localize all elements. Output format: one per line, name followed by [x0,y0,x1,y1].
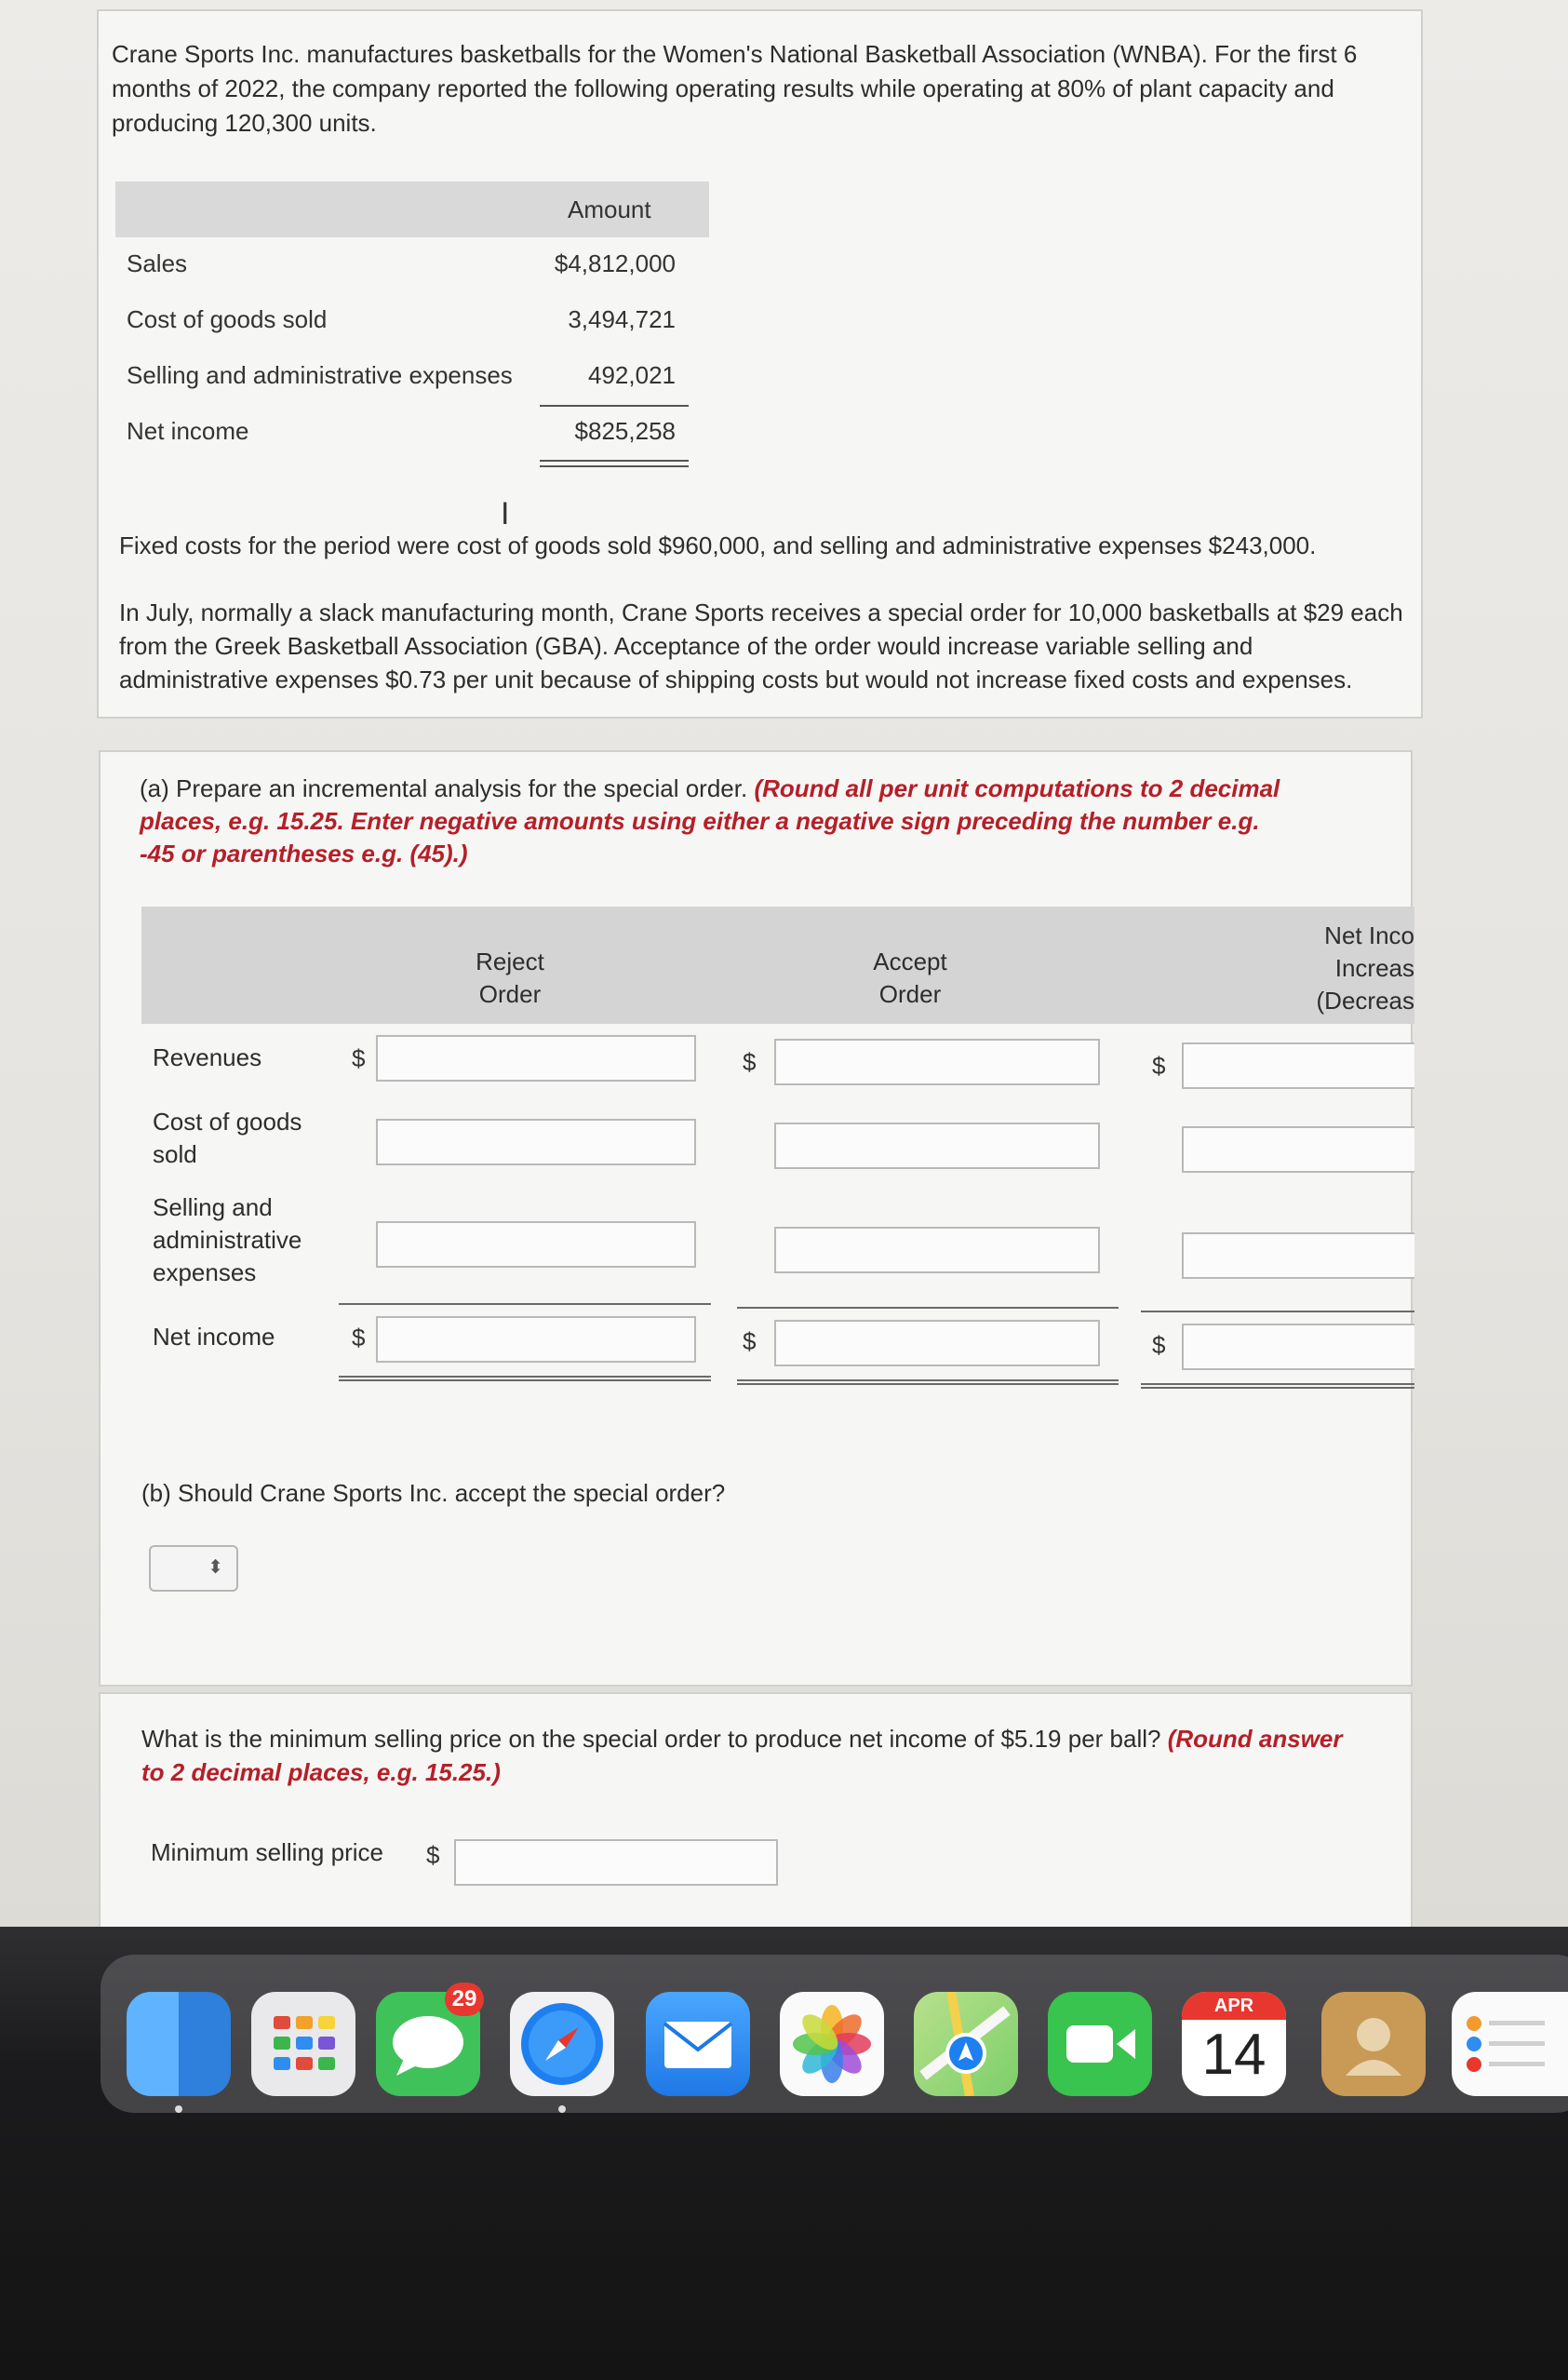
subtotal-line [339,1303,711,1305]
dollar-sign: $ [743,1048,757,1076]
accept-header-line-1: Accept [873,948,947,975]
net-income-net-input[interactable] [1182,1324,1414,1370]
special-order-line-2: from the Greek Basketball Association (GBA). Acceptance of the order would increase variable selling and [119,632,1253,660]
part-a-negative-note: places, e.g. 15.25. Enter negative amounts using either a negative sign preceding the number e.g. [140,807,1260,835]
accept-order-dropdown[interactable] [149,1545,238,1592]
sga-label-line-3: expenses [153,1258,257,1286]
reject-header-line-1: Reject [476,948,544,975]
revenues-net-input[interactable] [1182,1042,1414,1089]
sga-accept-input[interactable] [774,1227,1100,1273]
total-double-rule-2 [540,465,689,467]
net-header-line-3: (Decreas [1316,987,1414,1015]
subtotal-line [737,1307,1119,1309]
minimum-price-panel [99,1692,1413,1934]
part-a-example-note: -45 or parentheses e.g. (45).) [140,840,468,867]
calendar-icon[interactable] [1182,1992,1286,2096]
row-value-sga: 492,021 [588,361,676,389]
envelope-icon [646,1992,750,2096]
dollar-sign: $ [1152,1331,1166,1359]
row-label-cogs: Cost of goods sold [127,305,328,333]
facetime-icon[interactable] [1048,1992,1152,2096]
calendar-month: APR [1182,1992,1286,2020]
minimum-price-input[interactable] [454,1839,778,1886]
part-c-instructions [141,1722,1398,1789]
maps-icon[interactable] [914,1992,1018,2096]
subtotal-line [1141,1311,1414,1312]
calendar-day: 14 [1201,2023,1266,2087]
cogs-accept-input[interactable] [774,1123,1100,1169]
dollar-sign: $ [1152,1052,1166,1080]
row-label-net-income: Net income [127,417,249,445]
cogs-label-line-2: sold [153,1140,197,1168]
revenues-reject-input[interactable] [376,1035,696,1082]
sga-reject-input[interactable] [376,1221,696,1268]
row-net-income-label: Net income [153,1323,275,1351]
intro-line-1: Crane Sports Inc. manufactures basketballs for the Women's National Basketball Association (WNBA). For the first 6 [112,40,1358,68]
part-c-rounding-note: (Round answer [1167,1725,1343,1753]
dollar-sign: $ [426,1841,440,1869]
text-cursor-icon: I [501,496,510,531]
running-indicator [175,2105,182,2113]
part-a-prompt: (a) Prepare an incremental analysis for the special order. [140,774,748,802]
intro-line-3: producing 120,300 units. [112,109,377,137]
dollar-sign: $ [352,1324,366,1351]
question-panel [99,750,1413,1687]
row-cogs-label [153,1106,302,1171]
accept-header-line-2: Order [878,980,942,1008]
finder-icon[interactable] [127,1992,231,2096]
sga-label-line-2: administrative [153,1226,302,1254]
sga-net-input[interactable] [1182,1232,1414,1279]
intro-line-2: months of 2022, the company reported the following operating results while operating at 80% of plant capacity and [112,74,1334,102]
special-order-line-3: administrative expenses $0.73 per unit because of shipping costs but would not increase fixed costs and expenses. [119,666,1353,693]
dollar-sign: $ [743,1327,757,1355]
map-pin-icon [914,1992,1018,2096]
special-order-line-1: In July, normally a slack manufacturing month, Crane Sports receives a special order for 10,000 basketballs at $29 each [119,598,1403,626]
flower-icon [780,1992,884,2096]
launchpad-grid-icon [251,1992,355,2096]
cogs-label-line-1: Cost of goods [153,1108,302,1136]
reminders-icon[interactable] [1452,1992,1568,2096]
part-a-instructions [140,773,1387,870]
running-indicator [558,2105,566,2113]
analysis-header-row [141,907,1414,1024]
subtotal-rule [540,405,689,407]
net-income-reject-input[interactable] [376,1316,696,1363]
compass-icon [510,1992,614,2096]
dollar-sign: $ [352,1044,366,1072]
sga-label-line-1: Selling and [153,1193,273,1221]
net-income-accept-input[interactable] [774,1320,1100,1366]
problem-panel [97,9,1423,719]
revenues-accept-input[interactable] [774,1039,1100,1085]
amount-header: Amount [568,195,651,223]
part-b-prompt: (b) Should Crane Sports Inc. accept the special order? [141,1479,726,1507]
contacts-icon[interactable] [1321,1992,1426,2096]
cogs-net-input[interactable] [1182,1126,1414,1173]
part-c-prompt: What is the minimum selling price on the special order to produce net income of $5.19 per ball? [141,1725,1161,1753]
checklist-icon [1452,1992,1556,2096]
row-sga-label [153,1191,302,1289]
net-header-line-2: Increas [1334,954,1414,982]
net-income-change-header [1254,920,1414,1017]
minimum-price-label: Minimum selling price [151,1838,383,1866]
accept-order-header [817,946,1003,1011]
dropdown-arrows-icon: ⬍ [208,1557,223,1578]
safari-icon[interactable] [510,1992,614,2096]
total-double-rule-1 [540,460,689,462]
reject-order-header [417,946,603,1011]
total-double-line [1141,1383,1414,1389]
launchpad-icon[interactable] [251,1992,355,2096]
part-a-rounding-note: (Round all per unit computations to 2 decimal [754,774,1280,802]
reject-header-line-2: Order [478,980,542,1008]
fixed-costs-text: Fixed costs for the period were cost of goods sold $960,000, and selling and administrative expenses $243,000. [119,531,1317,559]
video-camera-icon [1048,1992,1152,2096]
row-value-sales: $4,812,000 [554,249,676,277]
part-c-example-note: to 2 decimal places, e.g. 15.25.) [141,1758,501,1786]
photos-icon[interactable] [780,1992,884,2096]
cogs-reject-input[interactable] [376,1119,696,1165]
row-label-sales: Sales [127,249,188,277]
messages-badge: 29 [445,1983,484,2016]
intro-text [112,37,1414,141]
person-icon [1321,1992,1426,2096]
total-double-line [737,1379,1119,1385]
row-revenues-label: Revenues [153,1043,262,1071]
row-value-cogs: 3,494,721 [568,305,676,333]
row-label-sga: Selling and administrative expenses [127,361,513,389]
total-double-line [339,1376,711,1381]
special-order-text [119,596,1422,696]
row-value-net-income: $825,258 [574,417,676,445]
net-header-line-1: Net Inco [1324,921,1414,949]
mail-icon[interactable] [646,1992,750,2096]
